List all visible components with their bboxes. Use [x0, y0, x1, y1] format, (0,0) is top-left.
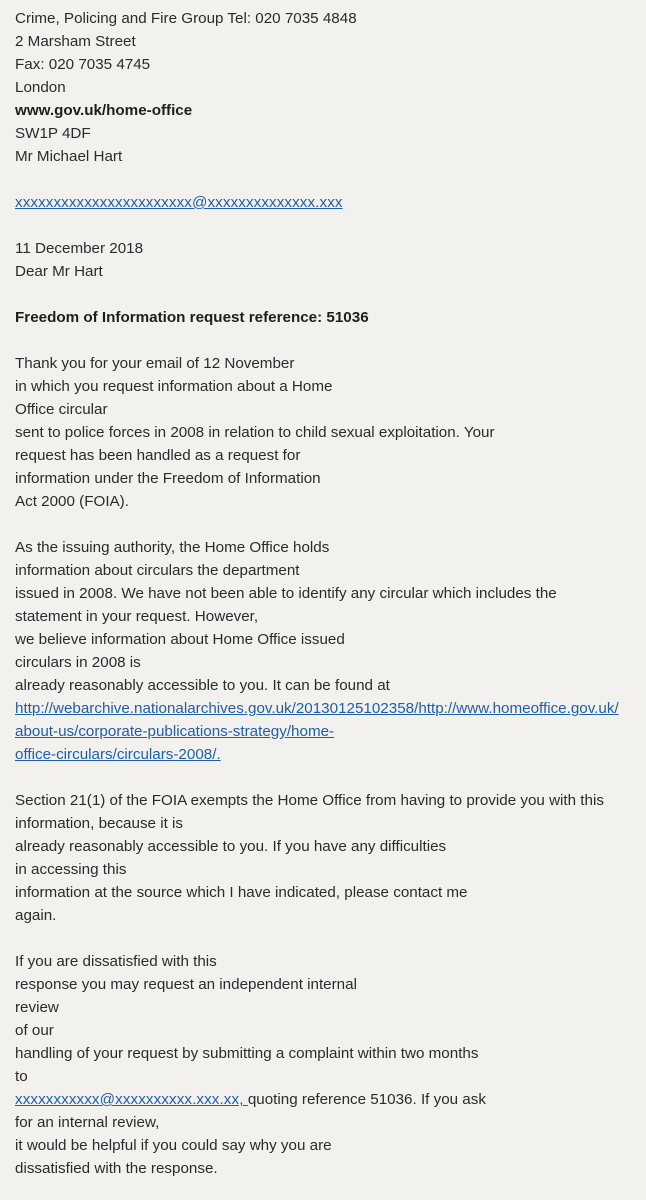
- paragraph3-line: again.: [15, 907, 57, 924]
- paragraph2-line: already reasonably accessible to you. It can be found at: [15, 677, 390, 694]
- spacer: [15, 329, 646, 352]
- spacer: [15, 214, 646, 237]
- paragraph4-line: of our: [15, 1022, 54, 1039]
- spacer: [15, 766, 646, 789]
- website-line: www.gov.uk/home-office: [15, 102, 193, 119]
- paragraph3-line: in accessing this: [15, 861, 127, 878]
- paragraph4-line: to: [15, 1068, 28, 1085]
- review-email-link[interactable]: xxxxxxxxxxx@xxxxxxxxxx.xxx.xx,: [15, 1091, 248, 1108]
- paragraph1-line: in which you request information about a Home: [15, 378, 333, 395]
- review-email-suffix: quoting reference 51036. If you ask: [247, 1091, 486, 1108]
- city-line: London: [15, 79, 66, 96]
- archive-link-line[interactable]: about-us/corporate-publications-strategy/home-: [15, 723, 335, 740]
- review-email-line: [15, 1088, 646, 1111]
- paragraph1-line: information under the Freedom of Information: [15, 470, 321, 487]
- paragraph4-end-line: it would be helpful if you could say why you are: [15, 1137, 332, 1154]
- postcode-line: SW1P 4DF: [15, 125, 91, 142]
- paragraph2-line: As the issuing authority, the Home Office holds: [15, 539, 330, 556]
- paragraph2-line: we believe information about Home Office issued: [15, 631, 345, 648]
- street-line: 2 Marsham Street: [15, 33, 136, 50]
- paragraph4-end-line: dissatisfied with the response.: [15, 1160, 218, 1177]
- paragraph3-line: information, because it is: [15, 815, 183, 832]
- paragraph4-line: review: [15, 999, 59, 1016]
- spacer: [15, 927, 646, 950]
- paragraph4-end-line: for an internal review,: [15, 1114, 160, 1131]
- archive-link-line[interactable]: http://webarchive.nationalarchives.gov.uk/20130125102358/http://www.homeoffice.gov.uk/: [15, 700, 619, 717]
- paragraph2-line: circulars in 2008 is: [15, 654, 141, 671]
- paragraph1-line: Office circular: [15, 401, 108, 418]
- paragraph3-line: Section 21(1) of the FOIA exempts the Home Office from having to provide you with this: [15, 792, 604, 809]
- spacer: [15, 513, 646, 536]
- reference-heading: Freedom of Information request reference: 51036: [15, 309, 369, 326]
- paragraph4-line: If you are dissatisfied with this: [15, 953, 217, 970]
- org-tel-line: Crime, Policing and Fire Group Tel: 020 7035 4848: [15, 10, 357, 27]
- paragraph3-line: already reasonably accessible to you. If you have any difficulties: [15, 838, 447, 855]
- recipient-name: Mr Michael Hart: [15, 148, 123, 165]
- letter-document: [15, 7, 646, 1180]
- paragraph2-line: information about circulars the department: [15, 562, 300, 579]
- paragraph1-line: Thank you for your email of 12 November: [15, 355, 295, 372]
- paragraph1-line: Act 2000 (FOIA).: [15, 493, 129, 510]
- paragraph4-line: handling of your request by submitting a complaint within two months: [15, 1045, 479, 1062]
- salutation: Dear Mr Hart: [15, 263, 103, 280]
- spacer: [15, 168, 646, 191]
- paragraph3-line: information at the source which I have indicated, please contact me: [15, 884, 468, 901]
- fax-line: Fax: 020 7035 4745: [15, 56, 151, 73]
- paragraph2-line: issued in 2008. We have not been able to identify any circular which includes the: [15, 585, 557, 602]
- paragraph1-line: request has been handled as a request for: [15, 447, 301, 464]
- paragraph4-line: response you may request an independent internal: [15, 976, 357, 993]
- archive-link-line[interactable]: office-circulars/circulars-2008/.: [15, 746, 221, 763]
- recipient-email-link[interactable]: xxxxxxxxxxxxxxxxxxxxxxx@xxxxxxxxxxxxxx.xxx: [15, 194, 343, 211]
- paragraph2-line: statement in your request. However,: [15, 608, 259, 625]
- spacer: [15, 283, 646, 306]
- letter-date: 11 December 2018: [15, 240, 144, 257]
- paragraph1-line: sent to police forces in 2008 in relation to child sexual exploitation. Your: [15, 424, 495, 441]
